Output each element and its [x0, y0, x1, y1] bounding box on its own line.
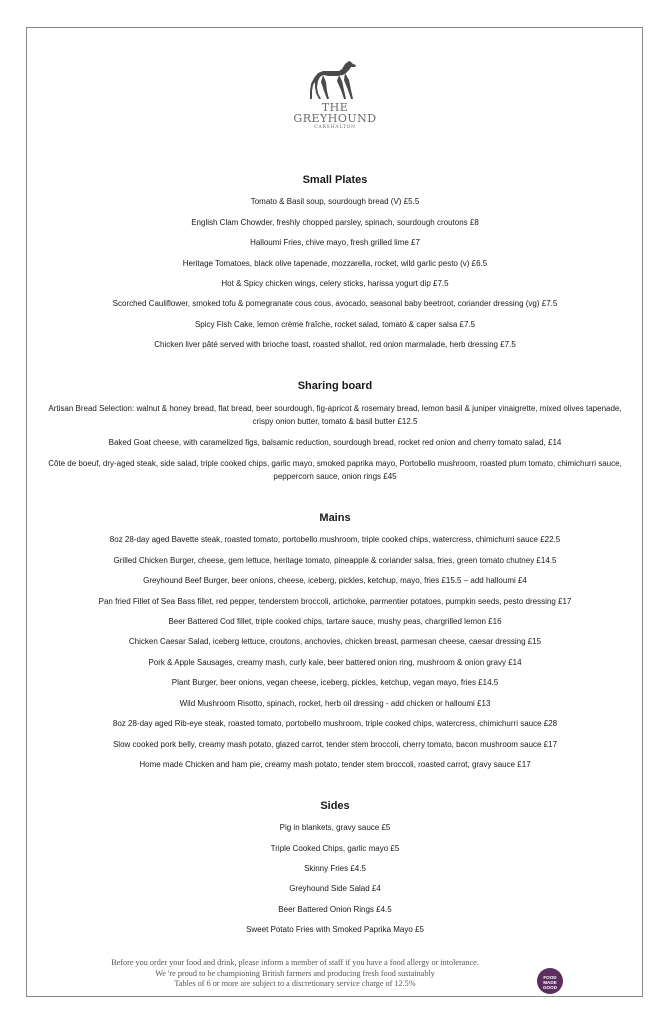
menu-item: Sweet Potato Fries with Smoked Paprika Mayo £5: [246, 925, 424, 934]
menu-item: Beer Battered Onion Rings £4.5: [278, 905, 392, 914]
menu-item: English Clam Chowder, freshly chopped parsley, spinach, sourdough croutons £8: [191, 218, 479, 227]
menu-item: Triple Cooked Chips, garlic mayo £5: [270, 844, 400, 853]
brand-location: CARSHALTON: [314, 125, 356, 130]
greyhound-icon: [309, 58, 361, 102]
badge-line: FOOD: [543, 975, 557, 980]
menu-item: Slow cooked pork belly, creamy mash potato, glazed carrot, tender stem broccoli, cherry tomato, bacon mushroom sauce £17: [112, 740, 558, 749]
menu-item: Wild Mushroom Risotto, spinach, rocket, herb oil dressing - add chicken or halloumi £13: [179, 699, 491, 708]
greyhound-logo: [290, 58, 380, 130]
menu-item: Tomato & Basil soup, sourdough bread (V) £5.5: [250, 197, 420, 206]
menu-item: Hot & Spicy chicken wings, celery sticks, harissa yogurt dip £7.5: [221, 279, 449, 288]
badge-line: MADE: [543, 980, 557, 985]
menu-item: Skinny Fries £4.5: [304, 864, 366, 873]
menu-item: Spicy Fish Cake, lemon crème fraîche, rocket salad, tomato & caper salsa £7.5: [194, 320, 476, 329]
menu-item: Scorched Cauliflower, smoked tofu & pomegranate cous cous, avocado, seasonal baby beetroot, coriander dressing (vg) £7.5: [112, 299, 558, 308]
footer-notice: [60, 958, 530, 990]
menu-item: Artisan Bread Selection: walnut & honey bread, flat bread, beer sourdough, fig-apricot & rosemary bread, lemon basil & juniper vinaigrette, mixed olives tapenade, crispy onion butter, tomato & basil butter £12.5: [48, 404, 622, 426]
food-made-good-badge: [537, 968, 563, 994]
menu-item: Côte de boeuf, dry-aged steak, side salad, triple cooked chips, garlic mayo, smoked paprika mayo, Portobello mushroom, roasted plum tomato, chimichurri sauce, peppercorn sauce, onion rings £45: [48, 459, 622, 481]
menu-item: Beer Battered Cod fillet, triple cooked chips, tartare sauce, mushy peas, chargrilled lemon £16: [168, 617, 502, 626]
section-title-small-plates: Small Plates: [302, 174, 368, 186]
section-title-mains: Mains: [319, 512, 351, 524]
menu-item: Pan fried Fillet of Sea Bass fillet, red pepper, tenderstem broccoli, artichoke, parmentier potatoes, pumpkin seeds, pesto dressing £17: [98, 597, 572, 606]
menu-item: Chicken Caesar Salad, iceberg lettuce, croutons, anchovies, chicken breast, parmesan cheese, caesar dressing £15: [128, 637, 542, 646]
badge-line: GOOD: [542, 985, 558, 990]
footer-sustainability-note: We 're proud to be championing British farmers and producing fresh food sustainably: [155, 968, 435, 978]
menu-item: Home made Chicken and ham pie, creamy mash potato, tender stem broccoli, roasted carrot, gravy sauce £17: [139, 760, 531, 769]
section-title-sharing-board: Sharing board: [297, 380, 373, 392]
menu-item: 8oz 28-day aged Bavette steak, roasted tomato, portobello mushroom, triple cooked chips, watercress, chimichurri sauce £22.5: [109, 535, 561, 544]
menu-item: Greyhound Beef Burger, beer onions, cheese, iceberg, pickles, ketchup, mayo, fries £15.5 – add halloumi £4: [143, 576, 527, 585]
section-title-sides: Sides: [320, 800, 350, 812]
menu-item: Grilled Chicken Burger, cheese, gem lettuce, heritage tomato, pineapple & coriander salsa, fries, green tomato chutney £14.5: [113, 556, 557, 565]
menu-item: Baked Goat cheese, with caramelized figs, balsamic reduction, sourdough bread, rocket red onion and cherry tomato salad, £14: [108, 438, 562, 447]
menu-item: Pig in blankets, gravy sauce £5: [279, 823, 391, 832]
brand-name: GREYHOUND: [293, 112, 377, 125]
menu-item: Greyhound Side Salad £4: [289, 884, 381, 893]
menu-item: Plant Burger, beer onions, vegan cheese, iceberg, pickles, ketchup, vegan mayo, fries £14.5: [171, 678, 499, 687]
footer-service-charge-note: Tables of 6 or more are subject to a discretionary service charge of 12.5%: [174, 979, 416, 988]
menu-item: Heritage Tomatoes, black olive tapenade, mozzarella, rocket, wild garlic pesto (v) £6.5: [182, 259, 488, 268]
menu-item: 8oz 28-day aged Rib-eye steak, roasted tomato, portobello mushroom, triple cooked chips, watercress, chimichurri sauce £28: [112, 719, 558, 728]
menu-item: Chicken liver pâté served with brioche toast, roasted shallot, red onion marmalade, herb dressing £7.5: [154, 340, 516, 349]
footer-allergy-note: Before you order your food and drink, please inform a member of staff if you have a food allergy or intolerance.: [111, 958, 479, 967]
menu-item: Halloumi Fries, chive mayo, fresh grilled lime £7: [250, 238, 420, 247]
brand-name-the: THE: [321, 101, 349, 114]
menu-item: Pork & Apple Sausages, creamy mash, curly kale, beer battered onion ring, mushroom & onion gravy £14: [148, 658, 522, 667]
